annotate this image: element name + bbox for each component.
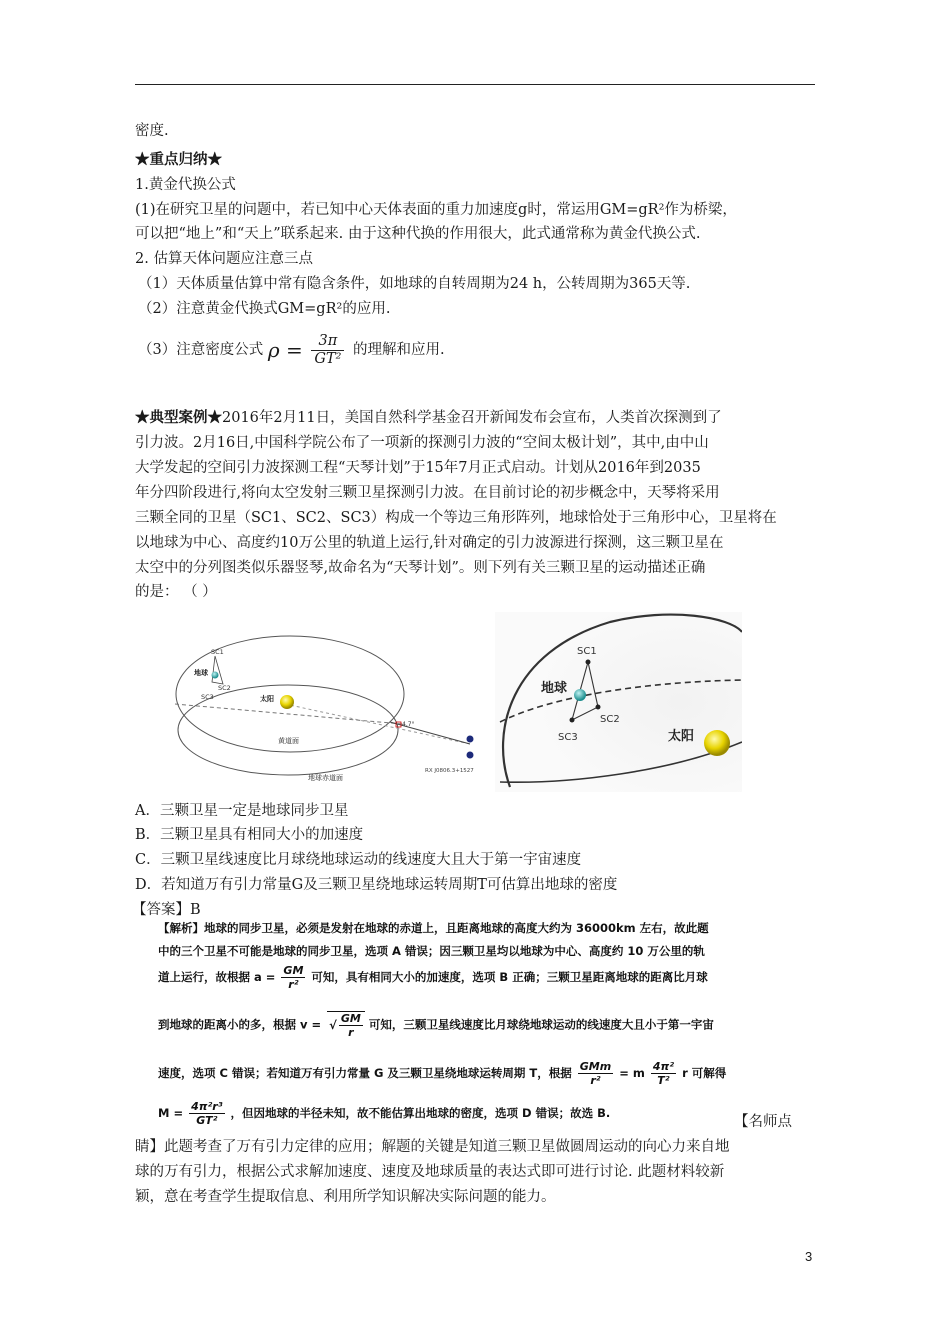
right-earth-icon — [574, 689, 586, 701]
key-point-1-line-1: (1)在研究卫星的问题中，若已知中心天体表面的重力加速度g时，常运用GM=gR²作为桥梁， — [135, 202, 737, 218]
density-numerator: 3π — [311, 333, 344, 351]
analysis-line-1: 【解析】地球的同步卫星，必须是发射在地球的赤道上，且距离地球的高度大约为 36000km 左右，故此题 — [158, 921, 709, 935]
orbit-figure — [170, 612, 742, 792]
option-c: C．三颗卫星线速度比月球绕地球运动的线速度大且大于第一宇宙速度 — [135, 852, 582, 868]
analysis-line-4-post: 可知，三颗卫星线速度比月球绕地球运动的线速度大且小于第一宇宙 — [368, 1017, 714, 1032]
sc2-label: SC2 — [218, 684, 231, 692]
comment-line-2: 球的万有引力，根据公式求解加速度、速度及地球质量的表达式即可进行讨论. 此题材料较新 — [135, 1164, 725, 1180]
analysis-line-6 — [158, 1100, 610, 1127]
density-rho: ρ = — [267, 338, 303, 362]
key-point-2-item-3 — [138, 330, 445, 370]
analysis-line-3 — [158, 964, 708, 991]
sc3-label: SC3 — [201, 693, 214, 701]
option-d: D．若知道万有引力常量G及三颗卫星绕地球运转周期T可估算出地球的密度 — [135, 877, 618, 893]
earth-icon — [212, 672, 219, 679]
analysis-line-3-post: 可知，具有相同大小的加速度，选项 B 正确；三颗卫星距离地球的距离比月球 — [311, 970, 708, 984]
comment-heading-start: 【名师点 — [734, 1114, 792, 1130]
left-triangle — [212, 656, 223, 684]
case-line-5: 三颗全同的卫星（SC1、SC2、SC3）构成一个等边三角形阵列，地球恰处于三角形中心，卫星将在 — [135, 510, 777, 526]
density-text-pre: （3）注意密度公式 — [138, 342, 264, 358]
gravity-numerator: GMm — [579, 1060, 612, 1073]
sun-label: 太阳 — [260, 695, 274, 703]
analysis-line-4 — [158, 1011, 714, 1039]
right-sc2-label: SC2 — [600, 714, 620, 725]
right-earth-label: 地球 — [541, 681, 568, 696]
centripetal-fraction — [651, 1060, 676, 1087]
left-diagram — [175, 636, 474, 782]
source-star-2 — [467, 752, 474, 759]
case-line-7: 太空中的分列图类似乐器竖琴,故命名为“天琴计划”。则下列有关三颗卫星的运动描述正确 — [135, 560, 706, 576]
source-label: RX J0806.3+1527 — [425, 768, 474, 774]
option-a: A．三颗卫星一定是地球同步卫星 — [135, 803, 349, 819]
angle-label: 4.7° — [402, 721, 415, 728]
right-sun-label: 太阳 — [668, 729, 695, 744]
analysis-line-5-pre: 速度，选项 C 错误；若知道万有引力常量 G 及三颗卫星绕地球运转周期 T，根据 — [158, 1066, 572, 1080]
mass-denominator: GT² — [196, 1114, 218, 1127]
case-line-3: 大学发起的空间引力波探测工程“天琴计划”于15年7月正式启动。计划从2016年到2035 — [135, 460, 701, 476]
case-line-1 — [135, 408, 722, 428]
acceleration-denominator: r² — [288, 978, 299, 991]
comment-line-3: 颖，意在考查学生提取信息、利用所学知识解决实际问题的能力。 — [135, 1189, 556, 1205]
right-sc1-label: SC1 — [577, 646, 597, 657]
key-point-2-item-1: （1）天体质量估算中常有隐含条件，如地球的自转周期为24 h，公转周期为365天等. — [138, 276, 691, 292]
centripetal-denominator: T² — [657, 1074, 670, 1087]
right-diagram — [495, 612, 742, 792]
case-heading: ★典型案例★ — [135, 409, 222, 426]
case-line-1-text: 2016年2月11日，美国自然科学基金召开新闻发布会宣布，人类首次探测到了 — [222, 410, 722, 426]
gravity-fraction — [578, 1060, 613, 1087]
key-points-heading: ★重点归纳★ — [135, 151, 222, 168]
page-number: 3 — [805, 1249, 813, 1264]
analysis-line-4-pre: 到地球的距离小的多，根据 v = — [158, 1017, 322, 1032]
answer: 【答案】B — [132, 902, 201, 918]
velocity-sqrt: √ $\frac{GM}{r}$ — [327, 1011, 365, 1039]
case-line-4: 年分四阶段进行,将向太空发射三颗卫星探测引力波。在目前讨论的初步概念中，天琴将采用 — [135, 485, 720, 501]
right-sc1-dot — [586, 660, 591, 665]
density-fraction — [311, 333, 344, 368]
key-point-1-line-2: 可以把“地上”和“天上”联系起来. 由于这种代换的作用很大，此式通常称为黄金代换公式. — [135, 226, 701, 242]
analysis-line-5 — [158, 1060, 726, 1087]
ecliptic-label: 黄道面 — [278, 737, 299, 745]
option-b: B．三颗卫星具有相同大小的加速度 — [135, 827, 364, 843]
analysis-line-2: 中的三个卫星不可能是地球的同步卫星，选项 A 错误；因三颗卫星均以地球为中心、高度约 10 万公里的轨 — [158, 944, 705, 958]
right-background — [495, 612, 742, 792]
case-line-2: 引力波。2月16日,中国科学院公布了一项新的探测引力波的“空间太极计划”，其中,由中山 — [135, 435, 709, 451]
velocity-denominator: r — [348, 1026, 354, 1039]
case-line-6: 以地球为中心、高度约10万公里的轨道上运行,针对确定的引力波源进行探测，这三颗卫星在 — [135, 535, 724, 551]
analysis-line-6-pre: M = — [158, 1106, 184, 1120]
header-rule — [135, 84, 815, 85]
centripetal-numerator: 4π² — [652, 1060, 675, 1073]
earth-label: 地球 — [194, 669, 208, 677]
mass-numerator: 4π²r³ — [191, 1100, 223, 1113]
key-point-2-title: 2. 估算天体问题应注意三点 — [135, 251, 313, 267]
density-text-post: 的理解和应用. — [353, 342, 445, 358]
velocity-fraction — [339, 1012, 363, 1039]
case-line-8: 的是： （ ） — [135, 584, 217, 600]
analysis-line-5-post: r 可解得 — [682, 1066, 727, 1080]
sun-ray — [285, 704, 470, 744]
acceleration-numerator: GM — [283, 964, 304, 977]
right-sc2-dot — [596, 705, 601, 710]
analysis-line-5-mid: = m — [619, 1066, 645, 1080]
density-denominator: GT² — [314, 350, 342, 367]
equator-label: 地球赤道面 — [308, 774, 343, 782]
sc1-label: SC1 — [211, 648, 224, 656]
key-point-2-item-2: （2）注意黄金代换式GM=gR²的应用. — [138, 301, 391, 317]
analysis-line-6-post: ，但因地球的半径未知，故不能估算出地球的密度，选项 D 错误；故选 B. — [230, 1106, 611, 1120]
mass-fraction — [189, 1100, 224, 1127]
acceleration-fraction — [281, 964, 305, 991]
sun-icon — [280, 695, 294, 709]
velocity-numerator: GM — [340, 1012, 361, 1025]
source-star-1 — [467, 736, 474, 743]
right-sc3-dot — [570, 718, 575, 723]
analysis-line-3-pre: 道上运行，故根据 a = — [158, 970, 276, 984]
key-point-1-title: 1.黄金代换公式 — [135, 177, 236, 193]
gravity-denominator: r² — [590, 1074, 601, 1087]
continued-text: 密度. — [135, 123, 169, 139]
right-sun-icon — [704, 730, 730, 756]
right-sc3-label: SC3 — [558, 732, 578, 743]
comment-line-1: 睛】此题考查了万有引力定律的应用；解题的关键是知道三颗卫星做圆周运动的向心力来自地 — [135, 1139, 730, 1155]
